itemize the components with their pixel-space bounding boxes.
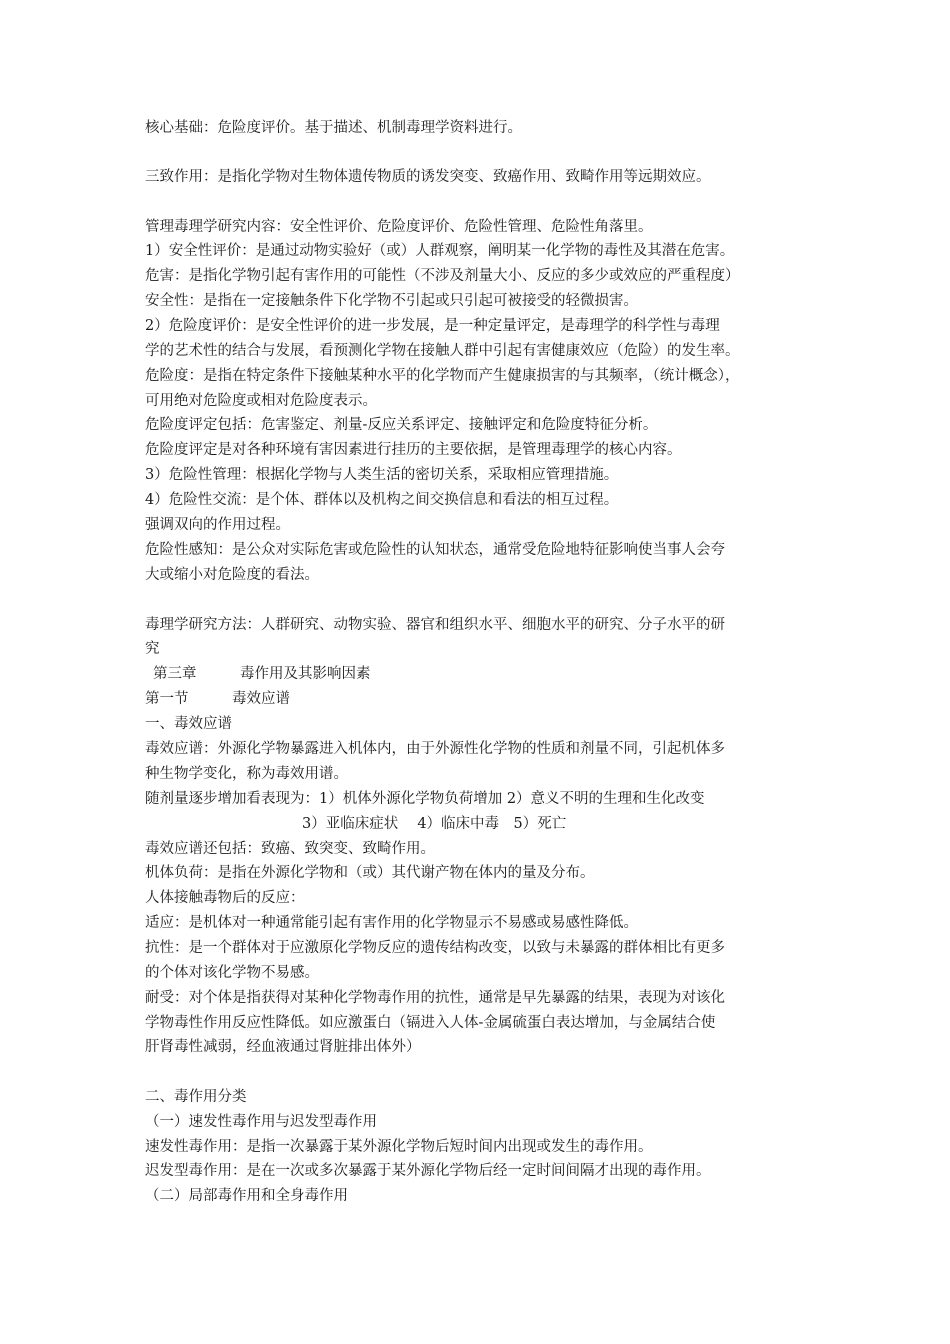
subsection-heading: （二）局部毒作用和全身毒作用 <box>145 1188 348 1204</box>
text-line: 抗性：是一个群体对于应激原化学物反应的遗传结构改变，以致与未暴露的群体相比有更多 <box>145 940 725 956</box>
text-line: 人体接触毒物后的反应： <box>145 890 305 906</box>
text-line: 机体负荷：是指在外源化学物和（或）其代谢产物在体内的量及分布。 <box>145 865 595 881</box>
text-line: 安全性：是指在一定接触条件下化学物不引起或只引起可被接受的轻微损害。 <box>145 293 638 309</box>
text-line: 3）危险性管理：根据化学物与人类生活的密切关系，采取相应管理措施。 <box>145 467 619 483</box>
text-line-indented: 3）亚临床症状 4）临床中毒 5）死亡 <box>302 816 567 832</box>
text-line: 三致作用：是指化学物对生物体遗传物质的诱发突变、致癌作用、致畸作用等远期效应。 <box>145 169 711 185</box>
chapter-heading: 第三章 毒作用及其影响因素 <box>153 666 371 682</box>
text-line: 危害：是指化学物引起有害作用的可能性（不涉及剂量大小、反应的多少或效应的严重程度） <box>145 268 740 284</box>
text-line: 的个体对该化学物不易感。 <box>145 965 319 981</box>
text-line: 学的艺术性的结合与发展，看预测化学物在接触人群中引起有害健康效应（危险）的发生率。 <box>145 343 740 359</box>
text-line: 耐受：对个体是指获得对某种化学物毒作用的抗性，通常是早先暴露的结果，表现为对该化 <box>145 990 725 1006</box>
text-line: 核心基础：危险度评价。基于描述、机制毒理学资料进行。 <box>145 120 522 136</box>
section-heading: 第一节 毒效应谱 <box>145 691 290 707</box>
text-line: 随剂量逐步增加看表现为：1）机体外源化学物负荷增加 2）意义不明的生理和生化改变 <box>145 791 705 807</box>
text-line: 4）危险性交流：是个体、群体以及机构之间交换信息和看法的相互过程。 <box>145 492 619 508</box>
text-line: 1）安全性评价：是通过动物实验好（或）人群观察，阐明某一化学物的毒性及其潜在危害。 <box>145 243 735 259</box>
text-line: 强调双向的作用过程。 <box>145 517 290 533</box>
text-line: 危险性感知：是公众对实际危害或危险性的认知状态，通常受危险地特征影响使当事人会夸 <box>145 542 725 558</box>
text-line: 毒理学研究方法：人群研究、动物实验、器官和组织水平、细胞水平的研究、分子水平的研 <box>145 617 725 633</box>
text-line: 迟发型毒作用：是在一次或多次暴露于某外源化学物后经一定时间间隔才出现的毒作用。 <box>145 1163 711 1179</box>
text-line: 种生物学变化，称为毒效用谱。 <box>145 766 348 782</box>
subsection-heading: 一、毒效应谱 <box>145 716 232 732</box>
text-line: 危险度：是指在特定条件下接触某种水平的化学物而产生健康损害的与其频率，（统计概念）， <box>145 368 740 384</box>
text-line: 究 <box>145 641 160 657</box>
text-line: 毒效应谱还包括：致癌、致突变、致畸作用。 <box>145 841 435 857</box>
subsection-heading: （一）速发性毒作用与迟发型毒作用 <box>145 1114 377 1130</box>
text-line: 学物毒性作用反应性降低。如应激蛋白（镉进入人体-金属硫蛋白表达增加，与金属结合使 <box>145 1015 716 1031</box>
text-line: 适应：是机体对一种通常能引起有害作用的化学物显示不易感或易感性降低。 <box>145 915 638 931</box>
text-line: 速发性毒作用：是指一次暴露于某外源化学物后短时间内出现或发生的毒作用。 <box>145 1139 653 1155</box>
text-line: 管理毒理学研究内容：安全性评价、危险度评价、危险性管理、危险性角落里。 <box>145 219 653 235</box>
text-line: 大或缩小对危险度的看法。 <box>145 567 319 583</box>
text-line: 危险度评定是对各种环境有害因素进行挂历的主要依据，是管理毒理学的核心内容。 <box>145 442 682 458</box>
text-line: 危险度评定包括：危害鉴定、剂量-反应关系评定、接触评定和危险度特征分析。 <box>145 417 658 433</box>
subsection-heading: 二、毒作用分类 <box>145 1089 247 1105</box>
text-line: 2）危险度评价：是安全性评价的进一步发展，是一种定量评定，是毒理学的科学性与毒理 <box>145 318 720 334</box>
text-line: 毒效应谱：外源化学物暴露进入机体内，由于外源性化学物的性质和剂量不同，引起机体多 <box>145 741 725 757</box>
text-line: 可用绝对危险度或相对危险度表示。 <box>145 393 377 409</box>
text-line: 肝肾毒性减弱，经血液通过肾脏排出体外） <box>145 1039 421 1055</box>
